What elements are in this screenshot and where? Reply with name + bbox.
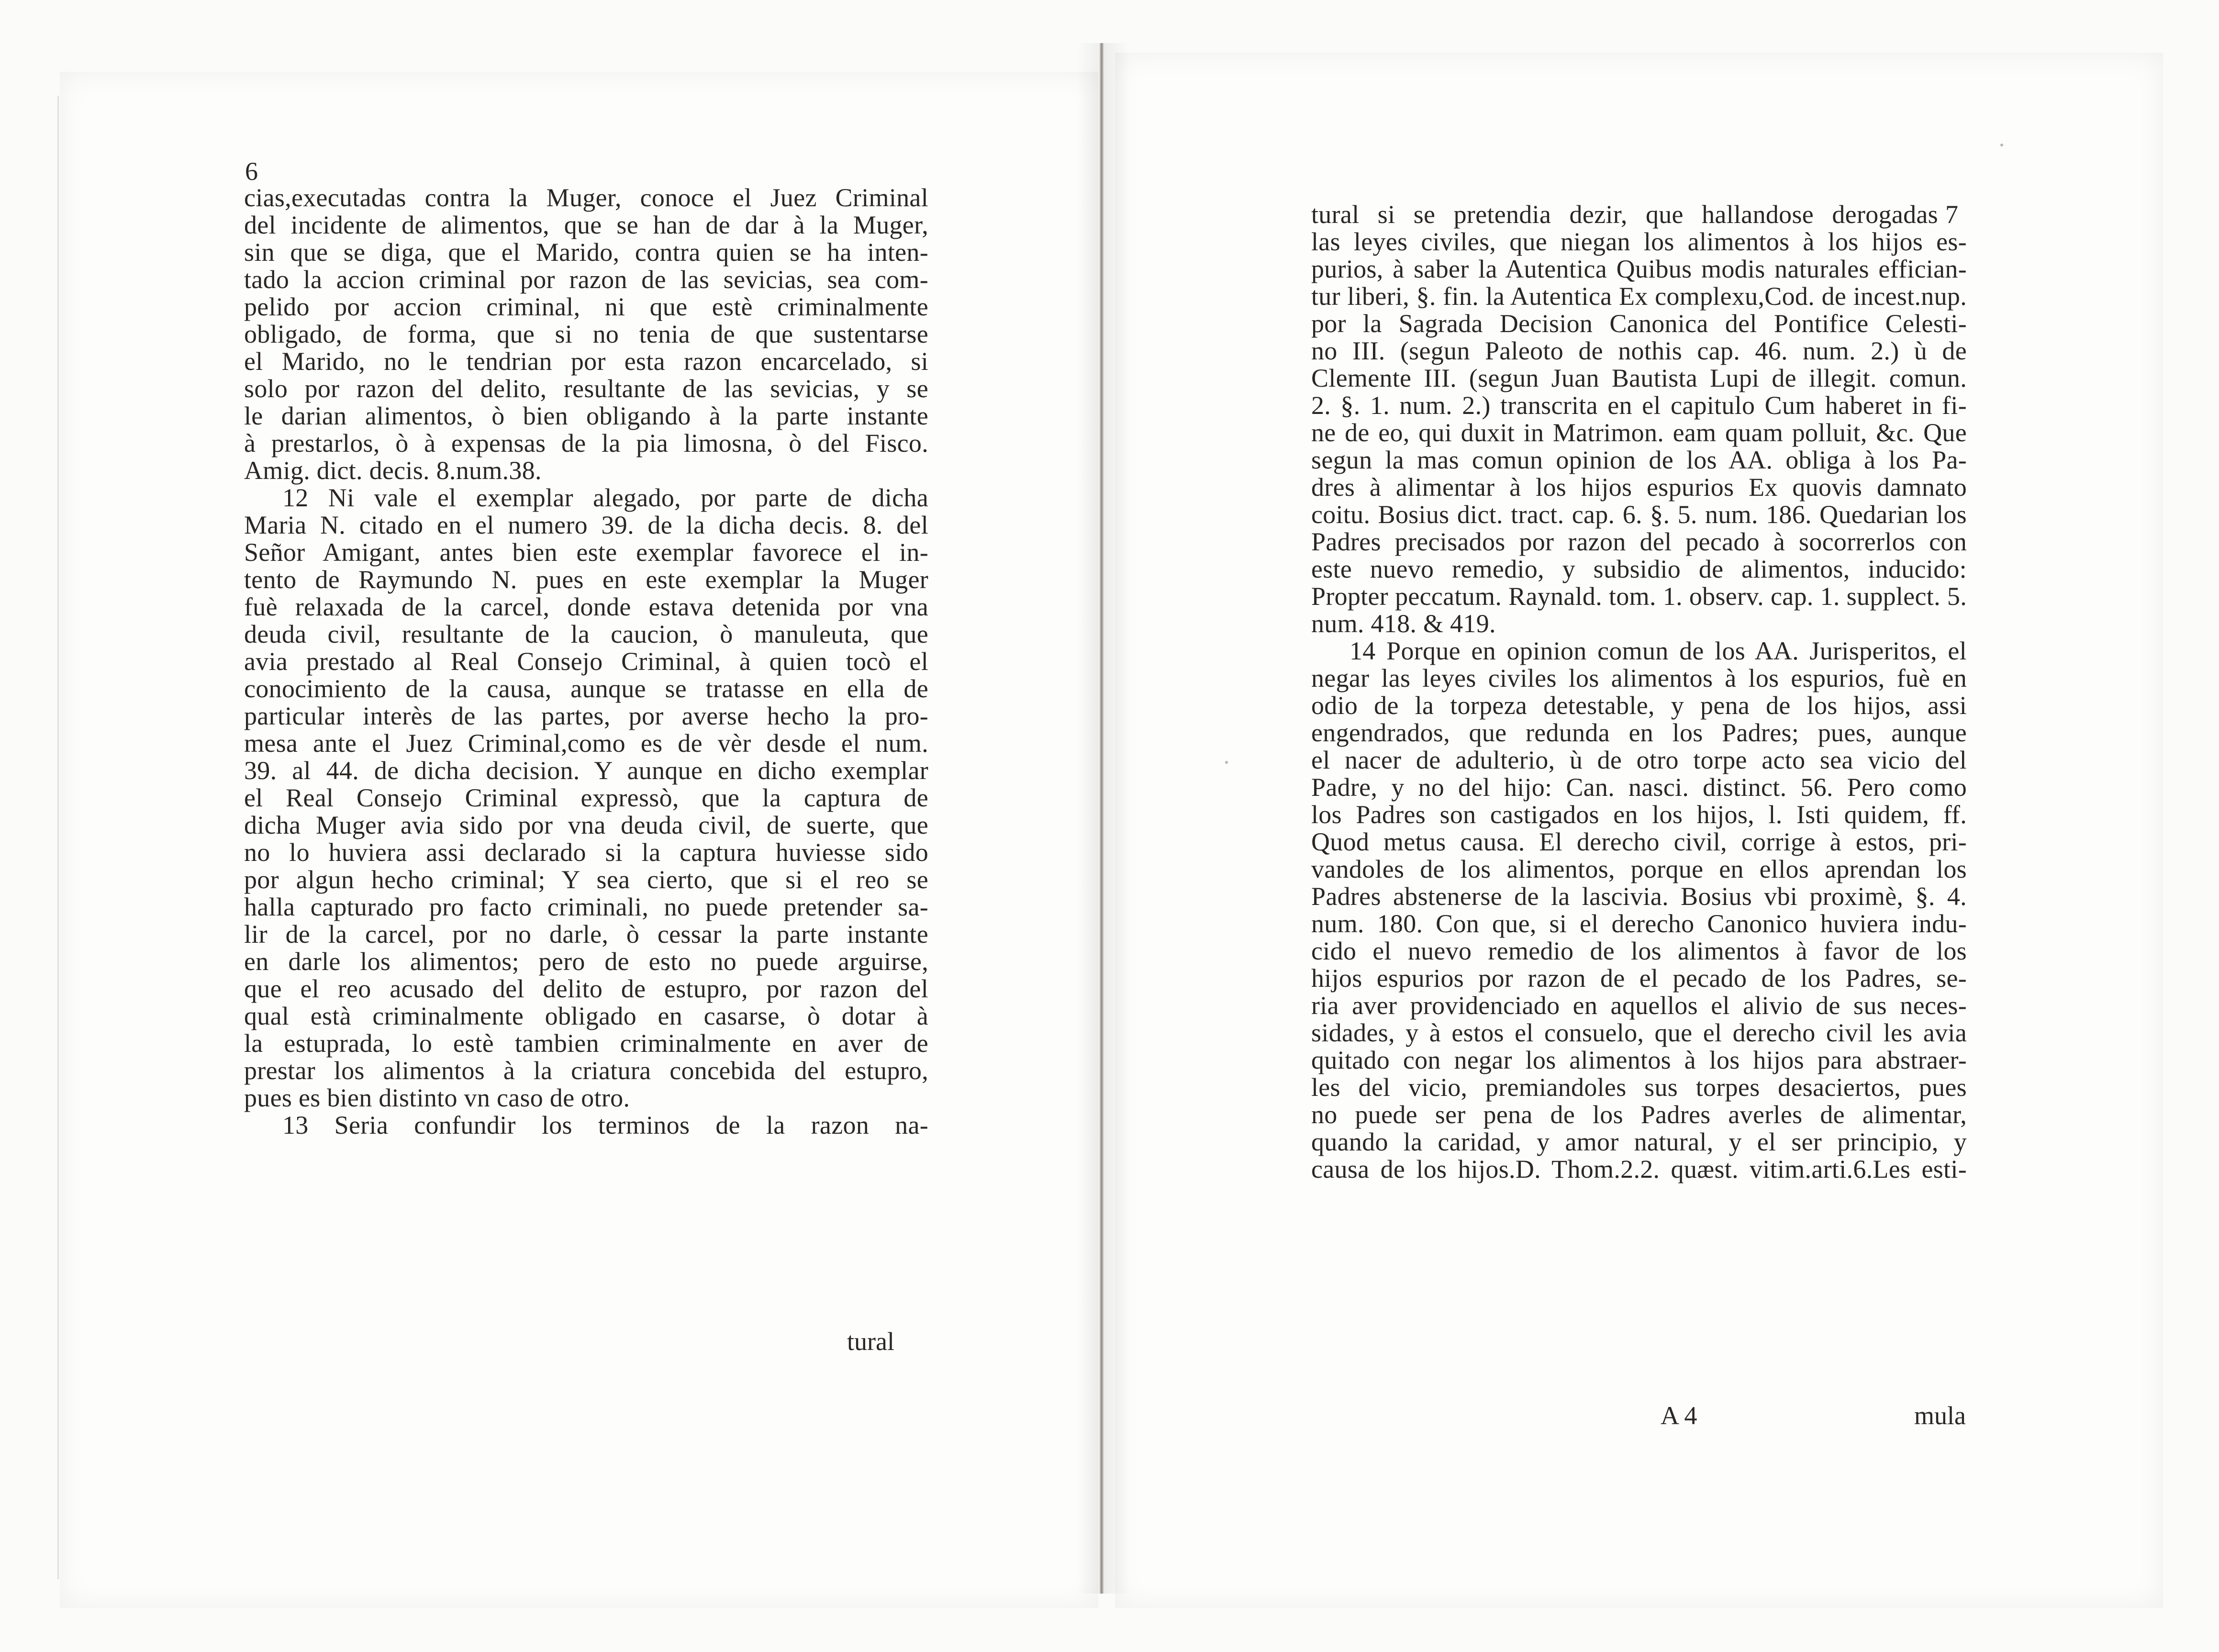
text-line: halla capturado pro facto criminali, no puede pretender sa- [244,893,928,921]
text-line: Maria N. citado en el numero 39. de la dicha decis. 8. del [244,511,928,539]
text-line: la estuprada, lo estè tambien criminalmente en aver de [244,1029,928,1058]
text-line: deuda civil, resultante de la caucion, ò manuleuta, que [244,620,928,648]
text-line: fuè relaxada de la carcel, donde estava detenida por vna [244,592,928,621]
text-line: por algun hecho criminal; Y sea cierto, que si el reo se [244,865,928,894]
text-line: sidades, y à estos el consuelo, que el derecho civil les avia [1311,1018,1967,1047]
text-line: sin que se diga, que el Marido, contra quien se ha inten- [244,238,928,267]
text-line: por la Sagrada Decision Canonica del Pontifice Celesti- [1311,309,1967,338]
text-line: los Padres son castigados en los hijos, l. Isti quidem, ff. [1311,800,1967,829]
text-line: quando la caridad, y amor natural, y el ser principio, y [1311,1127,1967,1156]
left-page-number: 6 [245,157,258,186]
text-line: pues es bien distinto vn caso de otro. [244,1083,630,1112]
text-line: no III. (segun Paleoto de nothis cap. 46. num. 2.) ù de [1311,336,1967,365]
text-line: prestar los alimentos à la criatura concebida del estupro, [244,1056,928,1085]
text-line: el Real Consejo Criminal expressò, que la captura de [244,783,928,812]
text-line: Padres abstenerse de la lascivia. Bosius vbi proximè, §. 4. [1311,882,1967,911]
right-page-text [1311,201,1967,1183]
text-line: las leyes civiles, que niegan los alimentos à los hijos es- [1311,227,1967,256]
text-line: tural si se pretendia dezir, que hallandose derogadas [1311,200,1938,229]
text-line: cias,executadas contra la Muger, conoce el Juez Criminal [244,183,928,212]
text-line: mesa ante el Juez Criminal,como es de vèr desde el num. [244,729,928,758]
text-line: el nacer de adulterio, ù de otro torpe acto sea vicio del [1311,746,1967,774]
paper-speck [1225,761,1228,764]
text-line: tur liberi, §. fin. la Autentica Ex complexu,Cod. de incest.nup. [1311,282,1967,311]
text-line: Padre, y no del hijo: Can. nasci. distinct. 56. Pero como [1311,773,1967,802]
text-line: el Marido, no le tendrian por esta razon encarcelado, si [244,347,928,376]
paragraph-start-12: 12 Ni vale el exemplar alegado, por parte de dicha [282,483,928,512]
text-line: hijos espurios por razon de el pecado de los Padres, se- [1311,964,1967,993]
text-line: en darle los alimentos; pero de esto no puede arguirse, [244,947,928,976]
text-line: conocimiento de la causa, aunque se tratasse en ella de [244,674,928,703]
text-line: à prestarlos, ò à expensas de la pia limosna, ò del Fisco. [244,429,928,458]
text-line: dicha Muger avia sido por vna deuda civil, de suerte, que [244,811,928,839]
text-line: les del vicio, premiandoles sus torpes desaciertos, pues [1311,1073,1967,1102]
text-line: num. 418. & 419. [1311,609,1496,638]
text-line: avia prestado al Real Consejo Criminal, à quien tocò el [244,647,928,676]
signature-mark: A 4 [1661,1401,1697,1430]
text-line: obligado, de forma, que si no tenia de que sustentarse [244,320,928,348]
text-line: quitado con negar los alimentos à los hijos para abstraer- [1311,1046,1967,1074]
paper-speck [2000,144,2003,146]
text-line: tento de Raymundo N. pues en este exemplar la Muger [244,565,928,594]
paragraph-start-13: 13 Seria confundir los terminos de la razon na- [282,1111,928,1139]
page-edge [57,96,59,1579]
text-line: cido el nuevo remedio de los alimentos à favor de los [1311,937,1967,965]
text-line: ria aver providenciado en aquellos el alivio de sus neces- [1311,991,1967,1020]
text-line: Propter peccatum. Raynald. tom. 1. observ. cap. 1. supplect. 5. [1311,582,1967,611]
text-line: ne de eo, qui duxit in Matrimon. eam quam polluit, &c. Que [1311,418,1967,447]
text-line: Quod metus causa. El derecho civil, corrige à estos, pri- [1311,827,1967,856]
left-catchword: tural [847,1327,894,1356]
text-line: le darian alimentos, ò bien obligando à la parte instante [244,402,928,430]
text-line: dres à alimentar à los hijos espurios Ex quovis damnato [1311,473,1967,502]
text-line: Padres precisados por razon del pecado à socorrerlos con [1311,527,1967,556]
text-line: Amig. dict. decis. 8.num.38. [244,456,542,485]
text-line: 2. §. 1. num. 2.) transcrita en el capitulo Cum haberet in fi- [1311,391,1967,420]
book-gutter [1100,43,1104,1594]
text-line: odio de la torpeza detestable, y pena de los hijos, assi [1311,691,1967,720]
text-line: engendrados, que redunda en los Padres; pues, aunque [1311,718,1967,747]
text-line: pelido por accion criminal, ni que estè criminalmente [244,292,928,321]
text-line: segun la mas comun opinion de los AA. obliga à los Pa- [1311,446,1967,474]
text-line: negar las leyes civiles los alimentos à los espurios, fuè en [1311,664,1967,692]
text-line: lir de la carcel, por no darle, ò cessar la parte instante [244,920,928,949]
text-line: 39. al 44. de dicha decision. Y aunque en dicho exemplar [244,756,928,785]
text-line: vandoles de los alimentos, porque en ellos aprendan los [1311,855,1967,883]
text-line: qual està criminalmente obligado en casarse, ò dotar à [244,1002,928,1030]
text-line: particular interès de las partes, por averse hecho la pro- [244,702,928,730]
right-page-number: 7 [1945,200,1958,229]
text-line: solo por razon del delito, resultante de las sevicias, y se [244,374,928,403]
text-line: num. 180. Con que, si el derecho Canonico huviera indu- [1311,909,1967,938]
text-line: no lo huviera assi declarado si la captura huviesse sido [244,838,928,867]
text-line: coitu. Bosius dict. tract. cap. 6. §. 5. num. 186. Quedarian los [1311,500,1967,529]
text-line: causa de los hijos.D. Thom.2.2. quæst. vitim.arti.6.Les esti- [1311,1155,1967,1183]
text-line: Señor Amigant, antes bien este exemplar favorece el in- [244,538,928,567]
paragraph-start-14: 14 Porque en opinion comun de los AA. Jurisperitos, el [1349,636,1967,665]
right-catchword: mula [1914,1401,1966,1430]
text-line: tado la accion criminal por razon de las sevicias, sea com- [244,265,928,294]
text-line: no puede ser pena de los Padres averles de alimentar, [1311,1100,1967,1129]
text-line: Clemente III. (segun Juan Bautista Lupi de illegit. comun. [1311,364,1967,392]
text-line: que el reo acusado del delito de estupro, por razon del [244,974,928,1003]
text-line: del incidente de alimentos, que se han de dar à la Muger, [244,211,928,239]
left-page-text [244,184,928,1139]
text-line: este nuevo remedio, y subsidio de alimentos, inducido: [1311,555,1967,583]
text-line: purios, à saber la Autentica Quibus modis naturales effician- [1311,255,1967,283]
